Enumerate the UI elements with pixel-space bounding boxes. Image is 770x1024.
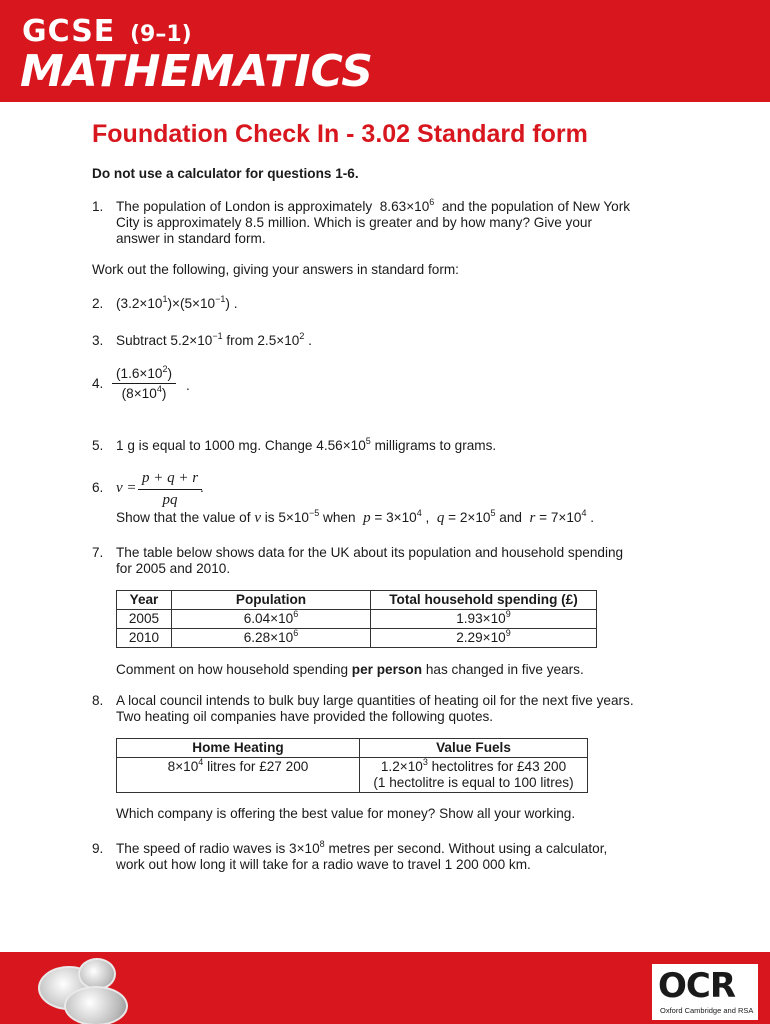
q3-expression: Subtract $5.2\times 10^{-1}$ from $2.5\times 10^2$ .	[116, 331, 312, 348]
table-header: Population	[172, 591, 371, 610]
q5-text: 1 g is equal to 1000 mg. Change $4.56\times 10^5$ milligrams to grams.	[116, 436, 497, 453]
table-cell: 2010	[117, 629, 172, 648]
coin-image	[64, 986, 128, 1024]
table-row	[117, 758, 588, 793]
ocr-logo-subtitle: Oxford Cambridge and RSA	[660, 1006, 754, 1015]
ocr-logo	[652, 964, 758, 1020]
table-header: Value Fuels	[360, 739, 588, 758]
q8-line1: A local council intends to bulk buy large quantities of heating oil for the next five years.	[116, 693, 634, 708]
q9-number: 9.	[92, 841, 104, 856]
ocr-logo-text: OCR	[658, 966, 736, 1006]
table-header: Home Heating	[117, 739, 360, 758]
q4-end: .	[186, 378, 190, 393]
table-row	[117, 629, 597, 648]
q6-fraction: $\frac{p + q + r}{pq}$	[138, 470, 202, 509]
table-cell: $6.28\times 10^6$	[172, 629, 371, 648]
q8-number: 8.	[92, 693, 104, 708]
table-cell: $8\times 10^4$ litres for £27 200	[117, 758, 360, 793]
q9-line2: work out how long it will take for a radio wave to travel 1 200 000 km.	[116, 857, 531, 872]
page-title: Foundation Check In - 3.02 Standard form	[92, 120, 588, 148]
q4-fraction: $\frac{(1.6\times 10^2)}{(8\times 10^4)}$	[112, 366, 176, 401]
q5-number: 5.	[92, 438, 104, 453]
q7-line2: for 2005 and 2010.	[116, 561, 231, 576]
q6-end: .	[200, 480, 204, 495]
q7-number: 7.	[92, 545, 104, 560]
table-cell: $2.29\times 10^9$	[371, 629, 597, 648]
table-header-row	[117, 591, 597, 610]
table-row	[117, 610, 597, 629]
work-out-instruction: Work out the following, giving your answers in standard form:	[92, 262, 459, 277]
q6-show-that: Show that the value of v is $5\times 10^{-5}$ when $p = 3\times 10^4$ , $q = 2\times 10^5$ and $r = 7\times 10^4$ .	[116, 508, 595, 526]
q2-number: 2.	[92, 296, 104, 311]
q8-line2: Two heating oil companies have provided the following quotes.	[116, 709, 494, 724]
q4-number: 4.	[92, 376, 104, 391]
header-banner	[0, 0, 770, 102]
q7-comment: Comment on how household spending per person has changed in five years.	[116, 662, 584, 677]
q8-question: Which company is offering the best value for money? Show all your working.	[116, 806, 576, 821]
q2-expression: $(3.2\times 10^1)\times(5\times 10^{-1})$ .	[116, 294, 238, 311]
q1-number: 1.	[92, 199, 104, 214]
q6-lhs: v =	[116, 480, 137, 496]
q6-number: 6.	[92, 480, 104, 495]
q1-line3: answer in standard form.	[116, 231, 266, 246]
table-cell: 2005	[117, 610, 172, 629]
q3-number: 3.	[92, 333, 104, 348]
quotes-table	[116, 738, 588, 793]
table-cell: $1.2\times 10^3$ hectolitres for £43 200 (1 hectolitre is equal to 100 litres)	[360, 758, 588, 793]
calculator-instruction: Do not use a calculator for questions 1-6.	[92, 166, 359, 181]
q1-line1: The population of London is approximately $8.63\times 10^6$ and the population of New York	[116, 197, 631, 214]
table-header: Year	[117, 591, 172, 610]
table-header: Total household spending (£)	[371, 591, 597, 610]
header-range: (9–1)	[130, 22, 192, 47]
table-header-row	[117, 739, 588, 758]
table-cell: $6.04\times 10^6$	[172, 610, 371, 629]
table-cell: $1.93\times 10^9$	[371, 610, 597, 629]
footer-banner	[0, 952, 770, 1024]
uk-data-table	[116, 590, 597, 648]
header-subject: MATHEMATICS	[20, 46, 373, 97]
q9-line1: The speed of radio waves is $3\times 10^8$ metres per second. Without using a calculator,	[116, 839, 608, 856]
header-gcse: GCSE	[22, 14, 116, 49]
q1-line2: City is approximately 8.5 million. Which is greater and by how many? Give your	[116, 215, 592, 230]
q7-line1: The table below shows data for the UK about its population and household spending	[116, 545, 624, 560]
